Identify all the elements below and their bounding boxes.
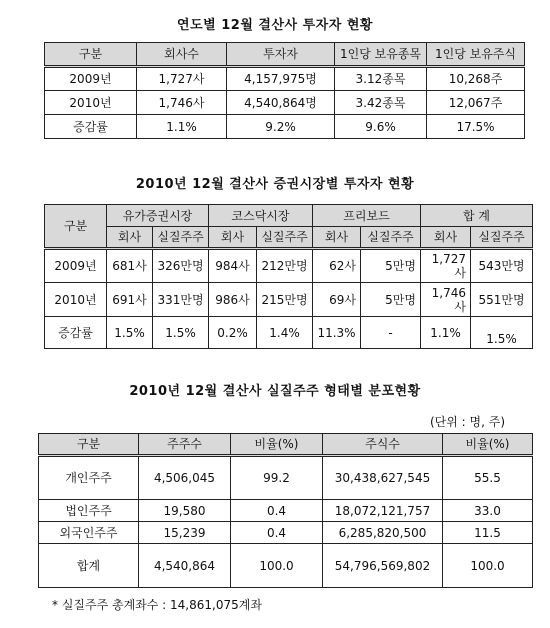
t2-cell: 5만명 (361, 249, 421, 283)
t3-header-ratio: 비율(%) (231, 434, 323, 456)
t3-cell: 4,506,045 (139, 456, 231, 500)
t1-cell: 1,746사 (137, 91, 227, 115)
t2-cell: 543만명 (471, 249, 533, 283)
t1-header-companies: 회사수 (137, 43, 227, 67)
t1-cell: 10,268주 (427, 67, 525, 91)
t3-cell: 55.5 (443, 456, 533, 500)
t1-cell: 9.6% (335, 115, 427, 139)
t3-cell: 100.0 (443, 544, 533, 588)
t3-cell: 0.4 (231, 522, 323, 544)
t2-cell: 1.1% (421, 317, 471, 349)
investors-by-year-table (44, 42, 525, 139)
t3-header-ratio: 비율(%) (443, 434, 533, 456)
t3-cell: 30,438,627,545 (323, 456, 443, 500)
t2-sub-shareholders: 실질주주 (153, 227, 209, 249)
t2-sub-companies: 회사 (313, 227, 361, 249)
t1-cell: 4,540,864명 (227, 91, 335, 115)
t1-cell: 9.2% (227, 115, 335, 139)
t2-cell: 986사 (209, 283, 257, 317)
t3-header-shares: 주식수 (323, 434, 443, 456)
table-row (39, 544, 533, 588)
t1-header-category: 구분 (45, 43, 137, 67)
table-row (45, 91, 525, 115)
t2-sub-companies: 회사 (209, 227, 257, 249)
t3-cell: 100.0 (231, 544, 323, 588)
t1-cell: 2010년 (45, 91, 137, 115)
t3-cell: 19,580 (139, 500, 231, 522)
t2-cell: 62사 (313, 249, 361, 283)
t2-cell: 681사 (107, 249, 153, 283)
t2-cell: 11.3% (313, 317, 361, 349)
t2-cell: 2009년 (45, 249, 107, 283)
t3-cell: 99.2 (231, 456, 323, 500)
t2-cell: 1.5% (153, 317, 209, 349)
t2-group-freeboard: 프리보드 (313, 205, 421, 227)
t3-cell: 11.5 (443, 522, 533, 544)
table3-title: 2010년 12월 결산사 실질주주 형태별 분포현황 (129, 384, 421, 399)
t2-cell: 215만명 (257, 283, 313, 317)
table-row (45, 67, 525, 91)
t1-header-investors: 투자자 (227, 43, 335, 67)
t2-group-kosdaq: 코스닥시장 (209, 205, 313, 227)
table1-title: 연도별 12월 결산사 투자자 현황 (177, 18, 373, 33)
unit-note: (단위 : 명, 주) (430, 415, 506, 429)
t3-cell: 6,285,820,500 (323, 522, 443, 544)
t3-header-category: 구분 (39, 434, 139, 456)
table-row (45, 249, 533, 283)
t2-cell: 326만명 (153, 249, 209, 283)
t2-cell: 331만명 (153, 283, 209, 317)
table-row (45, 115, 525, 139)
t2-sub-companies: 회사 (421, 227, 471, 249)
t2-cell: 1,727사 (421, 249, 471, 283)
table-row (39, 522, 533, 544)
t3-cell: 합계 (39, 544, 139, 588)
t2-cell: 1.5% (107, 317, 153, 349)
t1-cell: 증감률 (45, 115, 137, 139)
table-row (45, 317, 533, 349)
t2-cell: 1.4% (257, 317, 313, 349)
t3-cell: 0.4 (231, 500, 323, 522)
t2-cell: 5만명 (361, 283, 421, 317)
t2-cell: 212만명 (257, 249, 313, 283)
t2-cell: 984사 (209, 249, 257, 283)
t1-cell: 12,067주 (427, 91, 525, 115)
t3-header-shareholders: 주주수 (139, 434, 231, 456)
t3-cell: 법인주주 (39, 500, 139, 522)
t2-cell: 1.5% (471, 317, 533, 349)
t1-header-shares-per-person: 1인당 보유주식 (427, 43, 525, 67)
t1-cell: 1.1% (137, 115, 227, 139)
t3-cell: 54,796,569,802 (323, 544, 443, 588)
t3-cell: 외국인주주 (39, 522, 139, 544)
t2-cell: 1,746사 (421, 283, 471, 317)
t2-sub-companies: 회사 (107, 227, 153, 249)
table-row (39, 500, 533, 522)
t1-cell: 2009년 (45, 67, 137, 91)
t1-cell: 4,157,975명 (227, 67, 335, 91)
t3-cell: 4,540,864 (139, 544, 231, 588)
t2-cell: 증감률 (45, 317, 107, 349)
t2-group-kospi: 유가증권시장 (107, 205, 209, 227)
t2-cell: 0.2% (209, 317, 257, 349)
t3-cell: 개인주주 (39, 456, 139, 500)
t3-cell: 33.0 (443, 500, 533, 522)
t1-cell: 17.5% (427, 115, 525, 139)
t1-cell: 1,727사 (137, 67, 227, 91)
t2-cell: 691사 (107, 283, 153, 317)
footnote: * 실질주주 총계좌수 : 14,861,075계좌 (52, 598, 262, 612)
investors-by-market-table (44, 204, 533, 349)
t2-sub-shareholders: 실질주주 (471, 227, 533, 249)
t2-sub-shareholders: 실질주주 (257, 227, 313, 249)
t2-cell: - (361, 317, 421, 349)
t1-cell: 3.12종목 (335, 67, 427, 91)
t1-cell: 3.42종목 (335, 91, 427, 115)
table-row (39, 456, 533, 500)
shareholder-distribution-table (38, 433, 533, 588)
t2-group-total: 합 계 (421, 205, 533, 227)
table-row (45, 283, 533, 317)
t2-sub-shareholders: 실질주주 (361, 227, 421, 249)
table2-title: 2010년 12월 결산사 증권시장별 투자자 현황 (135, 177, 415, 192)
t3-cell: 15,239 (139, 522, 231, 544)
t3-cell: 18,072,121,757 (323, 500, 443, 522)
t2-cell: 69사 (313, 283, 361, 317)
t1-header-stocks-per-person: 1인당 보유종목 (335, 43, 427, 67)
t2-cell: 2010년 (45, 283, 107, 317)
t2-cell: 551만명 (471, 283, 533, 317)
t2-header-category: 구분 (45, 205, 107, 249)
